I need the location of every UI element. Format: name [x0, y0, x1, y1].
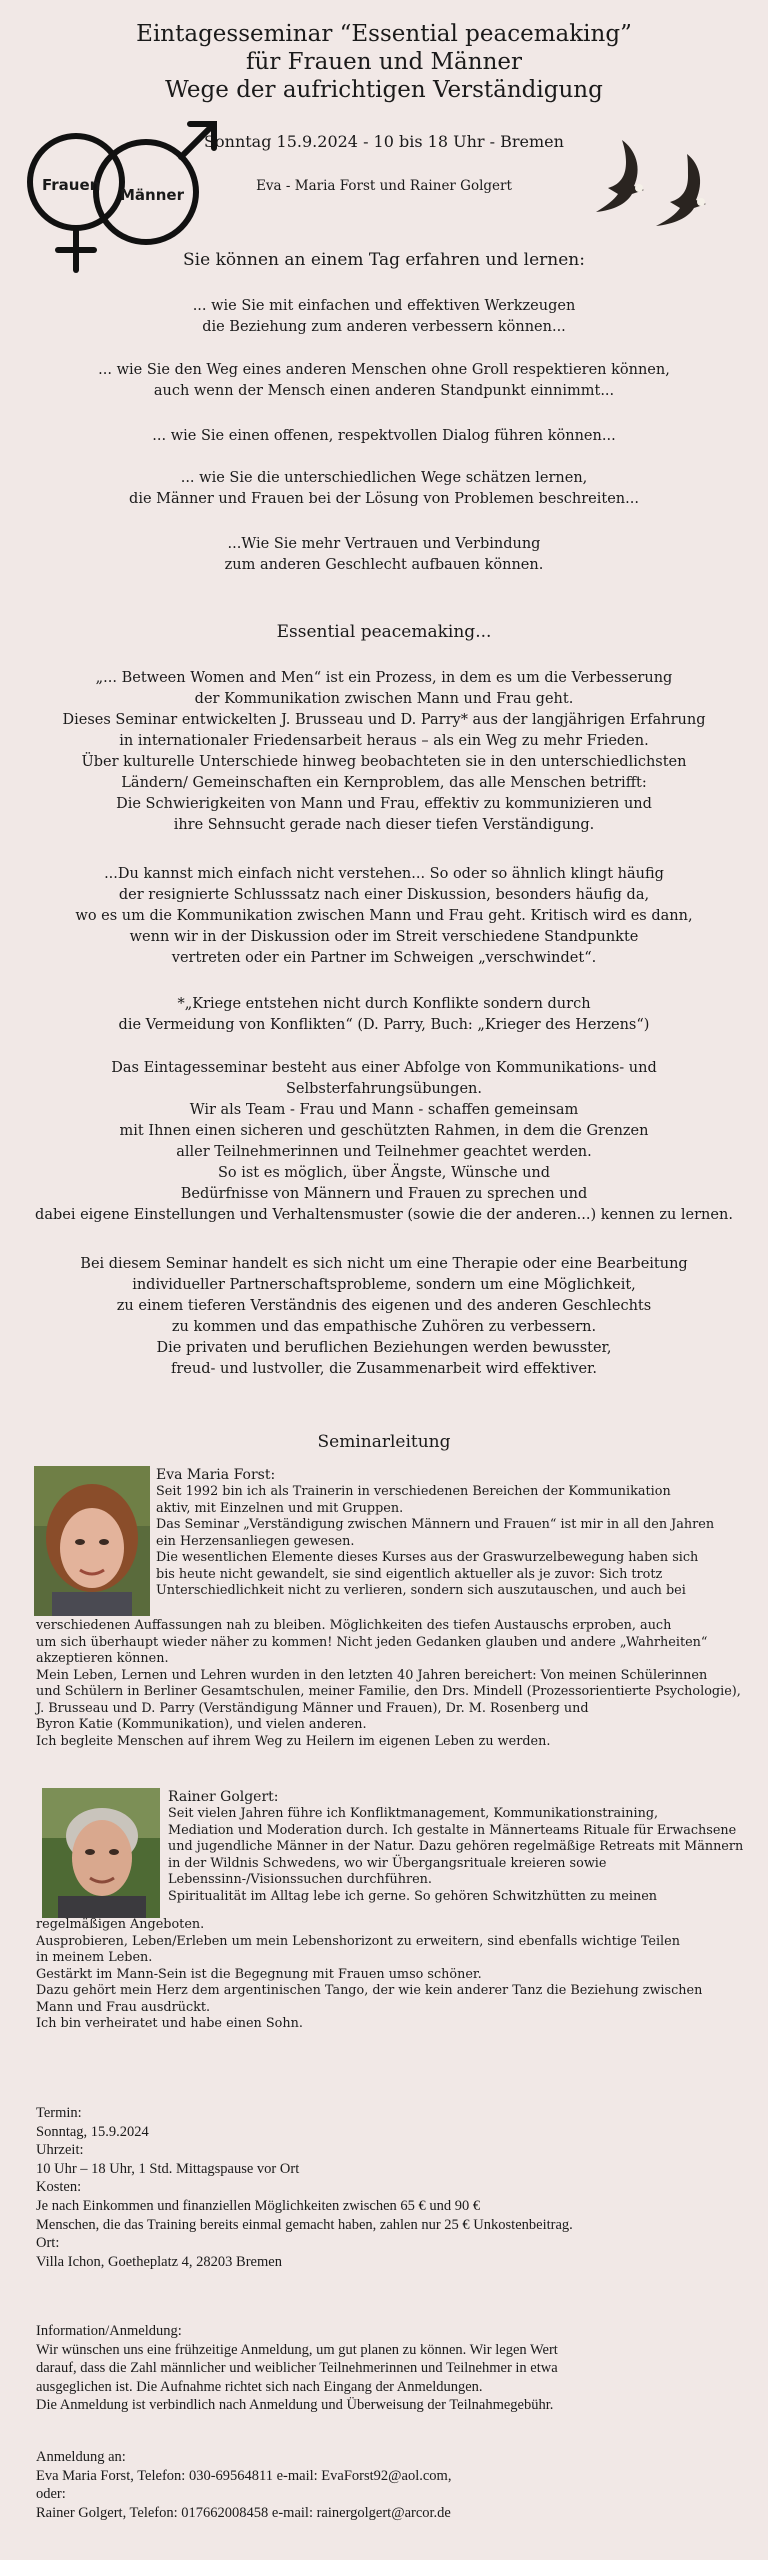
- contact-rainer[interactable]: Rainer Golgert, Telefon: 017662008458 e-mail: rainergolgert@arcor.de: [36, 2504, 451, 2521]
- eva-portrait-photo: [34, 1466, 150, 1616]
- essential-heading: Essential peacemaking...: [276, 622, 492, 642]
- event-details: Termin: Sonntag, 15.9.2024 Uhrzeit: 10 Uhr – 18 Uhr, 1 Std. Mittagspause vor Ort Kosten: Je nach Einkommen und finanziellen Möglichkeiten zwischen 65 € und 90 € Menschen, die das Training bereits einmal gemacht haben, zahlen nur 25 € Unkostenbeitrag. Ort: Villa Ichon, Goetheplatz 4, 28203 Bremen: [36, 2105, 573, 2270]
- contact-info: Anmeldung an: Eva Maria Forst, Telefon: 030-69564811 e-mail: EvaForst92@aol.com, oder: Rainer Golgert, Telefon: 017662008458 e-mail: rainergolgert@arcor.de: [36, 2448, 736, 2522]
- essential-paragraph-1: „... Between Women and Men“ ist ein Prozess, in dem es um die Verbesserung der Kommunikation zwischen Mann und Frau geht. Dieses Seminar entwickelten J. Brusseau und D. Parry* aus der langjährigen Erfahrung in internationaler Friedensarbeit heraus – als ein Weg zu mehr Frieden. Über kulturelle Unterschiede hinweg beobachteten sie in den unterschiedlichsten Ländern/ Gemeinschaften ein Kernproblem, das alle Menschen betrifft: Die Schwierigkeiten von Mann und Frau, effektiv zu kommunizieren und ihre Sehnsucht gerade nach dieser tiefen Verständigung.: [62, 670, 706, 833]
- logo-label-frauen: Frauen: [42, 176, 101, 194]
- eva-name: Eva Maria Forst:: [156, 1467, 276, 1483]
- contact-eva[interactable]: Eva Maria Forst, Telefon: 030-69564811 e-mail: EvaForst92@aol.com,: [36, 2467, 452, 2484]
- logo-label-maenner: Männer: [120, 186, 184, 204]
- intro-item-2: ... wie Sie den Weg eines anderen Menschen ohne Groll respektieren können, auch wenn der Mensch einen anderen Standpunkt einnimmt...: [98, 362, 670, 399]
- rainer-name: Rainer Golgert:: [168, 1789, 279, 1805]
- leaders-line: Eva - Maria Forst und Rainer Golgert: [256, 178, 512, 194]
- intro-item-5: ...Wie Sie mehr Vertrauen und Verbindung zum anderen Geschlecht aufbauen können.: [224, 536, 544, 573]
- essential-paragraph-2: ...Du kannst mich einfach nicht verstehen... So oder so ähnlich klingt häufig der resignierte Schlusssatz nach einer Diskussion, besonders häufig da, wo es um die Kommunikation zwischen Mann und Frau geht. Kritisch wird es dann, wenn wir in der Diskussion oder im Streit verschiedene Standpunkte vertreten oder ein Partner im Schweigen „verschwindet“.: [75, 866, 693, 966]
- essential-paragraph-4: Das Eintagesseminar besteht aus einer Abfolge von Kommunikations- und Selbsterfahrungsübungen. Wir als Team - Frau und Mann - schaffen gemeinsam mit Ihnen einen sicheren und geschützten Rahmen, in dem die Grenzen aller Teilnehmerinnen und Teilnehmer geachtet werden. So ist es möglich, über Ängste, Wünsche und Bedürfnisse von Männern und Frauen zu sprechen und dabei eigene Einstellungen und Verhaltensmuster (sowie die der anderen...) kennen zu lernen.: [35, 1060, 733, 1223]
- leitung-heading: Seminarleitung: [317, 1432, 451, 1452]
- essential-footnote: *„Kriege entstehen nicht durch Konflikte sondern durch die Vermeidung von Konflikten“ (D. Parry, Buch: „Krieger des Herzens“): [118, 996, 650, 1033]
- eva-bio-top: Eva Maria Forst: Seit 1992 bin ich als Trainerin in verschiedenen Bereichen der Kommunikation aktiv, mit Einzelnen und mit Gruppen. Das Seminar „Verständigung zwischen Männern und Frauen“ ist mir in all den Jahren ein Herzensanliegen gewesen. Die wesentlichen Elemente dieses Kurses aus der Graswurzelbewegung haben sich bis heute nicht gewandelt, sie sind eigentlich aktueller als je zuvor: Sich trotz Unterschiedlichkeit nicht zu verlieren, sondern sich auszutauschen, und auch bei: [156, 1466, 756, 1600]
- page-header: [0, 20, 768, 104]
- page-title: Eintagesseminar “Essential peacemaking” für Frauen und Männer Wege der aufrichtigen Verständigung: [136, 21, 632, 103]
- intro-item-4: ... wie Sie die unterschiedlichen Wege schätzen lernen, die Männer und Frauen bei der Lösung von Problemen beschreiten...: [129, 470, 639, 507]
- essential-paragraph-5: Bei diesem Seminar handelt es sich nicht um eine Therapie oder eine Bearbeitung individueller Partnerschaftsprobleme, sondern um eine Möglichkeit, zu einem tieferen Verständnis des eigenen und des anderen Geschlechts zu kommen und das empathische Zuhören zu verbessern. Die privaten und beruflichen Beziehungen werden bewusster, freud- und lustvoller, die Zusammenarbeit wird effektiver.: [80, 1256, 688, 1377]
- rainer-portrait-photo: [42, 1788, 160, 1918]
- registration-info: Information/Anmeldung: Wir wünschen uns eine frühzeitige Anmeldung, um gut planen zu können. Wir legen Wert darauf, dass die Zahl männlicher und weiblicher Teilnehmerinnen und Teilnehmer in etwa ausgeglichen ist. Die Aufnahme richtet sich nach Eingang der Anmeldungen. Die Anmeldung ist verbindlich nach Anmeldung und Überweisung der Teilnahmegebühr.: [36, 2323, 558, 2414]
- eva-bio-full: verschiedenen Auffassungen nah zu bleiben. Möglichkeiten des tiefen Austauschs erproben, auch um sich überhaupt wieder näher zu kommen! Nicht jeden Gedanken glauben und andere „Wahrheiten“ akzeptieren können. Mein Leben, Lernen und Lehren wurden in den letzten 40 Jahren bereichert: Von meinen Schülerinnen und Schülern in Berliner Gesamtschulen, meiner Familie, den Drs. Mindell (Prozessorientierte Psychologie), J. Brusseau und D. Parry (Verständigung Männer und Frauen), Dr. M. Rosenberg und Byron Katie (Kommunikation), und vielen anderen. Ich begleite Menschen auf ihrem Weg zu Heilern im eigenen Leben zu werden.: [36, 1618, 741, 1749]
- intro-item-1: ... wie Sie mit einfachen und effektiven Werkzeugen die Beziehung zum anderen verbessern können...: [192, 298, 576, 335]
- eagles-image: [592, 120, 722, 264]
- date-line: Sonntag 15.9.2024 - 10 bis 18 Uhr - Bremen: [204, 132, 564, 151]
- rainer-bio-top: Rainer Golgert: Seit vielen Jahren führe ich Konfliktmanagement, Kommunikationstraining, Mediation und Moderation durch. Ich gestalte in Männerteams Rituale für Erwachsene und jugendliche Männer in der Natur. Dazu gehören regelmäßige Retreats mit Männern in der Wildnis Schwedens, wo wir Übergangsrituale kreieren sowie Lebenssinn-/Visionssuchen durchführen. Spiritualität im Alltag lebe ich gerne. So gehören Schwitzhütten zu meinen: [168, 1788, 758, 1905]
- intro-heading: Sie können an einem Tag erfahren und lernen:: [183, 250, 585, 270]
- intro-item-3: ... wie Sie einen offenen, respektvollen Dialog führen können...: [152, 428, 616, 444]
- rainer-bio-full: regelmäßigen Angeboten. Ausprobieren, Leben/Erleben um mein Lebenshorizont zu erweitern, sind ebenfalls wichtige Teilen in meinem Leben. Gestärkt im Mann-Sein ist die Begegnung mit Frauen umso schöner. Dazu gehört mein Herz dem argentinischen Tango, der wie kein anderer Tanz die Beziehung zwischen Mann und Frau ausdrückt. Ich bin verheiratet und habe einen Sohn.: [36, 1917, 703, 2031]
